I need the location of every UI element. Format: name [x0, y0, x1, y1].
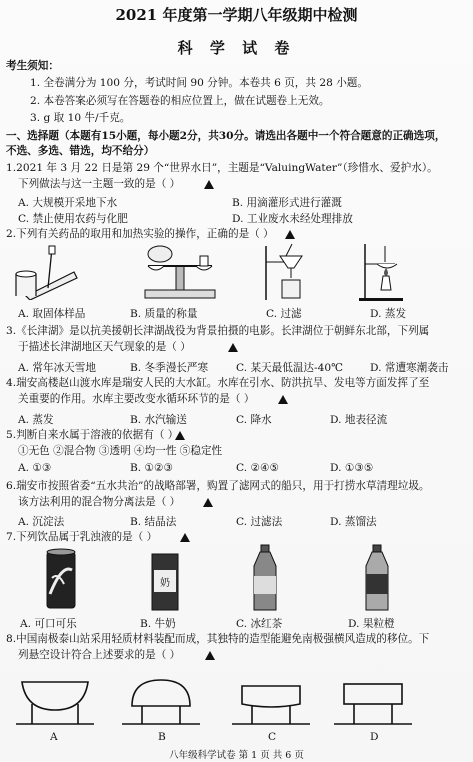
answer-mark-icon: [204, 180, 214, 189]
question-text: 中国南极泰山站采用轻质材料装配而成，其独特的造型能避免南极强横风造成的移位。下: [16, 633, 430, 645]
question-number: 5.: [6, 429, 17, 441]
station-design-b-figure: [120, 676, 202, 728]
note-item: 2. 本卷答案必须写在答题卷的相应位置上，做在试题卷上无效。: [30, 95, 330, 107]
milk-carton-figure: [150, 550, 180, 612]
option-c: C. 冰红茶: [236, 618, 283, 630]
evaporation-figure: [355, 240, 405, 302]
option-a: A. 可口可乐: [20, 618, 77, 630]
question-text: 下列做法与这一主题一致的是（ ）: [18, 178, 181, 190]
option-a: A. 沉淀法: [18, 516, 65, 528]
option-c: C. 过滤法: [236, 516, 283, 528]
station-design-d-figure: [332, 676, 414, 728]
option-b: B. 冬季漫长严寒: [130, 362, 209, 374]
option-b: B. 质量的称量: [130, 308, 198, 320]
ice-tea-bottle-figure: [250, 544, 280, 614]
question-statements: ①无色 ②混合物 ③透明 ④均一性 ⑤稳定性: [18, 445, 223, 457]
question-number: 4.: [6, 377, 17, 389]
answer-mark-icon: [278, 395, 288, 404]
cola-can-figure: [44, 548, 78, 612]
section-heading-cont: 不选、多选、错选，均不给分）: [6, 145, 155, 157]
option-c: C: [268, 731, 277, 743]
orange-juice-bottle-figure: [362, 544, 392, 614]
answer-mark-icon: [228, 343, 238, 352]
option-b: B. 结晶法: [130, 516, 177, 528]
question-text: 下列饮品属于乳浊液的是（ ）: [16, 531, 158, 543]
option-a: A. 大规模开采地下水: [18, 197, 118, 209]
option-b: B. ①②③: [130, 462, 174, 474]
option-a: A. 常年冰天雪地: [18, 362, 96, 374]
note-item: 1. 全卷满分为 100 分，考试时间 90 分钟。本卷共 6 页，共 28 小题。: [30, 77, 368, 89]
page-footer: 八年级科学试卷 第 1 页 共 6 页: [169, 750, 304, 761]
notes-heading: 考生须知：: [6, 60, 59, 72]
exam-title: 2021 年度第一学期八年级期中检测: [115, 6, 358, 24]
option-a: A. ①③: [18, 462, 52, 474]
answer-mark-icon: [205, 651, 215, 660]
option-d: D. 果粒橙: [348, 618, 395, 630]
option-c: C. 某天最低温达-40℃: [236, 362, 343, 374]
station-design-a-figure: [14, 676, 96, 728]
question-number: 7.: [6, 531, 17, 543]
option-b: B: [158, 731, 166, 743]
question-text: 列悬空设计符合上述要求的是（ ）: [18, 649, 181, 661]
question-text: 于描述长津湖地区天气现象的是（ ）: [18, 341, 191, 353]
question-number: 2.: [6, 228, 17, 240]
option-a: A: [50, 731, 58, 743]
option-a: A. 蒸发: [18, 414, 54, 426]
option-d: D. 地表径流: [330, 414, 388, 426]
option-d: D. ①③⑤: [330, 462, 374, 474]
test-tube-sample-figure: [14, 244, 84, 300]
option-b: B. 水汽输送: [130, 414, 187, 426]
exam-subtitle: 科 学 试 卷: [177, 39, 296, 57]
station-design-c-figure: [230, 676, 312, 728]
question-number: 6.: [6, 480, 17, 492]
answer-mark-icon: [180, 533, 190, 542]
option-c: C. 禁止使用农药与化肥: [18, 213, 128, 225]
answer-mark-icon: [175, 431, 185, 440]
option-a: A. 取固体样品: [18, 308, 86, 320]
question-text: 《长津湖》是以抗美援朝长津湖战役为背景拍摄的电影。长津湖位于朝鲜东北部，下列属: [16, 325, 430, 337]
option-d: D. 蒸馏法: [330, 516, 377, 528]
question-number: 1.: [6, 162, 17, 174]
balance-scale-figure: [140, 242, 220, 302]
filtration-figure: [262, 242, 306, 302]
answer-mark-icon: [203, 498, 213, 507]
question-number: 3.: [6, 325, 17, 337]
question-text: 瑞安市按照省委“五水共治”的战略部署，购置了滤网式的船只，用于打捞水草清理垃圾。: [16, 480, 430, 492]
question-number: 8.: [6, 633, 17, 645]
svg-text:奶: 奶: [160, 578, 170, 589]
option-d: D. 工业废水未经处理排放: [232, 213, 353, 225]
question-text: 关重要的作用。水库主要改变水循环环节的是（ ）: [18, 393, 255, 405]
option-d: D. 蒸发: [370, 308, 407, 320]
option-c: C. 降水: [236, 414, 272, 426]
note-item: 3. g 取 10 牛/千克。: [30, 112, 131, 124]
question-text: 瑞安高楼赵山渡水库是瑞安人民的大水缸。水库在引水、防洪抗旱、发电等方面发挥了至: [16, 377, 430, 389]
option-c: C. ②④⑤: [236, 462, 279, 474]
answer-mark-icon: [285, 230, 295, 239]
question-text: 2021 年 3 月 22 日是第 29 个“世界水日”，主题是“ValuingWater”（珍惜水、爱护水）。: [16, 162, 438, 174]
question-text: 下列有关药品的取用和加热实验的操作，正确的是（ ）: [16, 228, 274, 240]
option-d: D: [370, 731, 379, 743]
question-text: 该方法利用的混合物分离法是（ ）: [18, 496, 181, 508]
option-d: D. 常遭寒潮袭击: [370, 362, 449, 374]
option-c: C. 过滤: [266, 308, 302, 320]
question-text: 判断自来水属于溶液的依据有（ ）: [16, 429, 179, 441]
option-b: B. 用滴灌形式进行灌溉: [232, 197, 342, 209]
option-b: B. 牛奶: [140, 618, 176, 630]
section-heading: 一、选择题（本题有15小题，每小题2分，共30分。请选出各题中一个符合题意的正确选项，: [6, 130, 446, 142]
